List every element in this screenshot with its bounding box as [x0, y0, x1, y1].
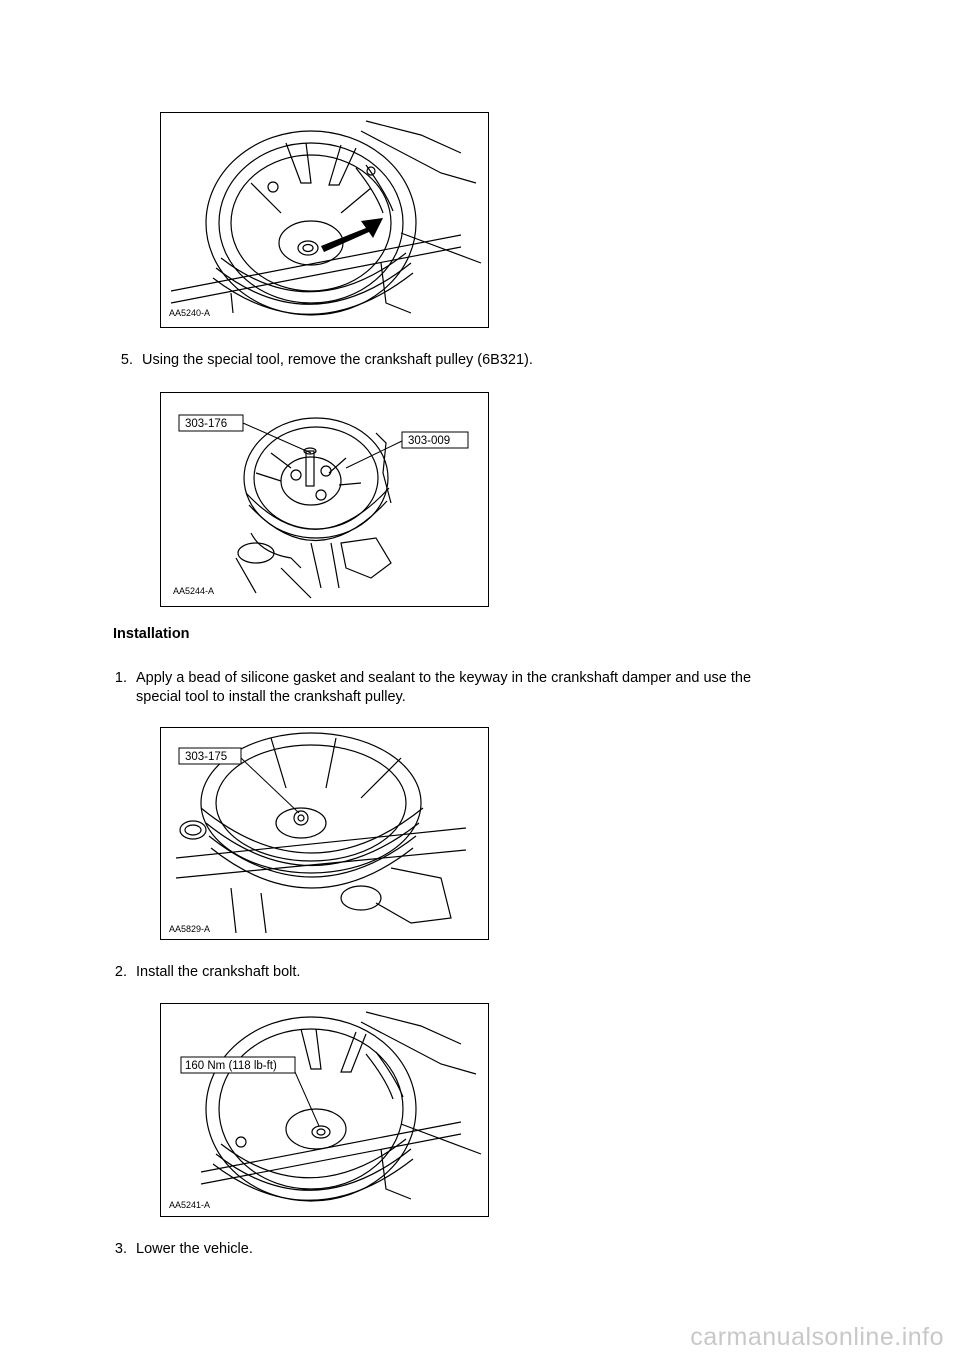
callout-label: 303-009 — [408, 435, 451, 447]
callout-label: 303-175 — [185, 751, 228, 763]
pulley-removal-illustration — [161, 393, 488, 606]
step-3 — [101, 1240, 701, 1260]
step-number: 1. — [114, 670, 127, 686]
figure-code: AA5240-A — [169, 308, 211, 318]
step-number: 5. — [120, 352, 133, 368]
step-2 — [101, 963, 701, 983]
installation-heading: Installation — [113, 626, 190, 642]
bolt-torque-illustration — [161, 1004, 488, 1216]
figure-code: AA5244-A — [173, 586, 215, 596]
figure-pulley-install — [160, 727, 489, 940]
figure-code: AA5829-A — [169, 924, 211, 934]
step-number: 2. — [114, 964, 127, 980]
figure-code: AA5241-A — [169, 1200, 211, 1210]
figure-bolt-torque — [160, 1003, 489, 1217]
figure-pulley-bolt — [160, 112, 489, 328]
pulley-bolt-illustration — [161, 113, 488, 327]
step-text: Install the crankshaft bolt. — [136, 964, 301, 980]
step-text: Lower the vehicle. — [136, 1241, 253, 1257]
step-5 — [107, 351, 867, 371]
step-number: 3. — [114, 1241, 127, 1257]
watermark: carmanualsonline.info — [690, 1323, 944, 1351]
figure-pulley-removal — [160, 392, 489, 607]
step-text: Using the special tool, remove the crankshaft pulley (6B321). — [142, 352, 533, 368]
pulley-install-illustration — [161, 728, 488, 939]
callout-label: 160 Nm (118 lb-ft) — [185, 1060, 277, 1072]
step-text-line: Apply a bead of silicone gasket and sealant to the keyway in the crankshaft damper and use the — [136, 670, 752, 686]
step-1 — [101, 669, 881, 709]
step-text-line: special tool to install the crankshaft pulley. — [136, 689, 406, 705]
callout-label: 303-176 — [185, 418, 228, 430]
